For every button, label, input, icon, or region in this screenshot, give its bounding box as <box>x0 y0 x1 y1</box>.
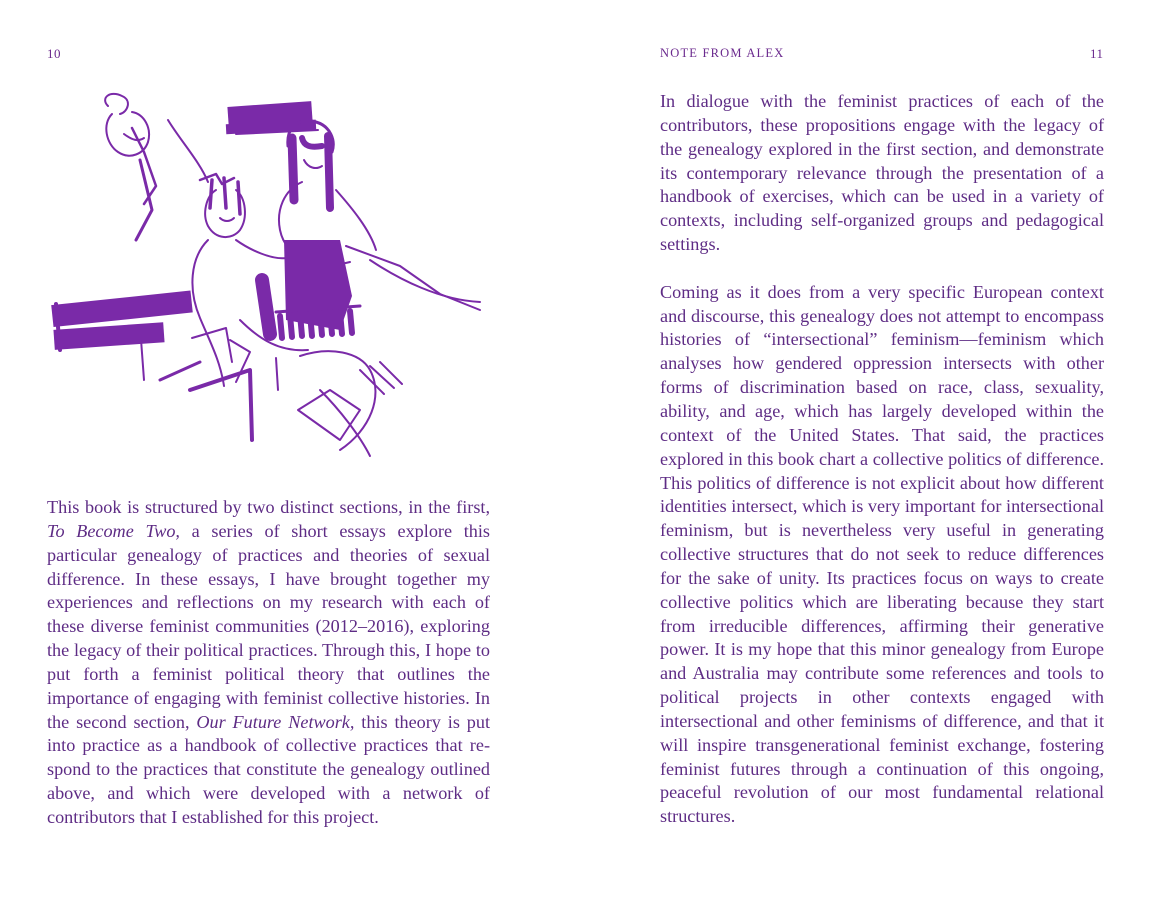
running-head: NOTE FROM ALEX <box>660 46 785 60</box>
text-span: a series of short essays explore this particular genealogy of practices and theories of sexual difference. In these essays, I have brought together my experiences and reflections on my research with each of these diverse feminist communities (2012–2016), exploring the legacy of their political practices. Through this, I hope to put forth a feminist political theory that outlines the importance of engaging with feminist collective histories. In the second section, <box>47 520 490 732</box>
left-paragraph <box>47 496 490 830</box>
section-title-our-future-network: Our Future Network, <box>196 711 355 732</box>
right-body-text <box>660 90 1104 829</box>
section-title-to-become-two: To Become Two, <box>47 520 180 541</box>
left-page-number: 10 <box>47 46 61 61</box>
right-page-number: 11 <box>1090 46 1104 61</box>
text-span: This book is structured by two distinct sections, in the first, <box>47 497 490 517</box>
text-span: this theory is put into practice as a handbook of collective practices that respond to the practices that constitute the genealogy outlined above, and which were developed with a network of contributors that I established for this project. <box>47 711 491 827</box>
illustration <box>40 90 490 470</box>
right-paragraph-2: Coming as it does from a very specific European context and discourse, this genealogy does not attempt to encompass histories of “intersectional” feminism—feminism which analyses how gendered oppression intersects with other forms of discrimination based on race, class, sexuality, ability, and age, which has largely developed within the context of the United States. That said, the practices explored in this book chart a collective politics of difference. This politics of difference is not explicit about how different identities intersect, which is very important for intersectional feminism, but is nevertheless very useful in generating collective structures that do not seek to reduce differences for the sake of unity. Its practices focus on ways to create collective politics which are liberating because they start from irreducible differences, affirming their generative power. It is my hope that this minor genealogy from Europe and Australia may contribute some references and tools to political projects in other contexts engaged with intersectional and other feminisms of difference, and that it will inspire transgenerational feminist exchange, fostering feminist futures through a continuation of this ongoing, peaceful revolution of our most fundamental relational structures. <box>660 281 1104 827</box>
right-paragraph-1: In dialogue with the feminist practices of each of the contributors, these propositions engage with the legacy of the genealogy explored in the first section, and demonstrate its contemporary relevance through the presentation of a handbook of exercises, which can be used in a variety of contexts, including self-organized groups and pedagogical settings. <box>660 91 1104 255</box>
left-body-text <box>47 496 490 830</box>
